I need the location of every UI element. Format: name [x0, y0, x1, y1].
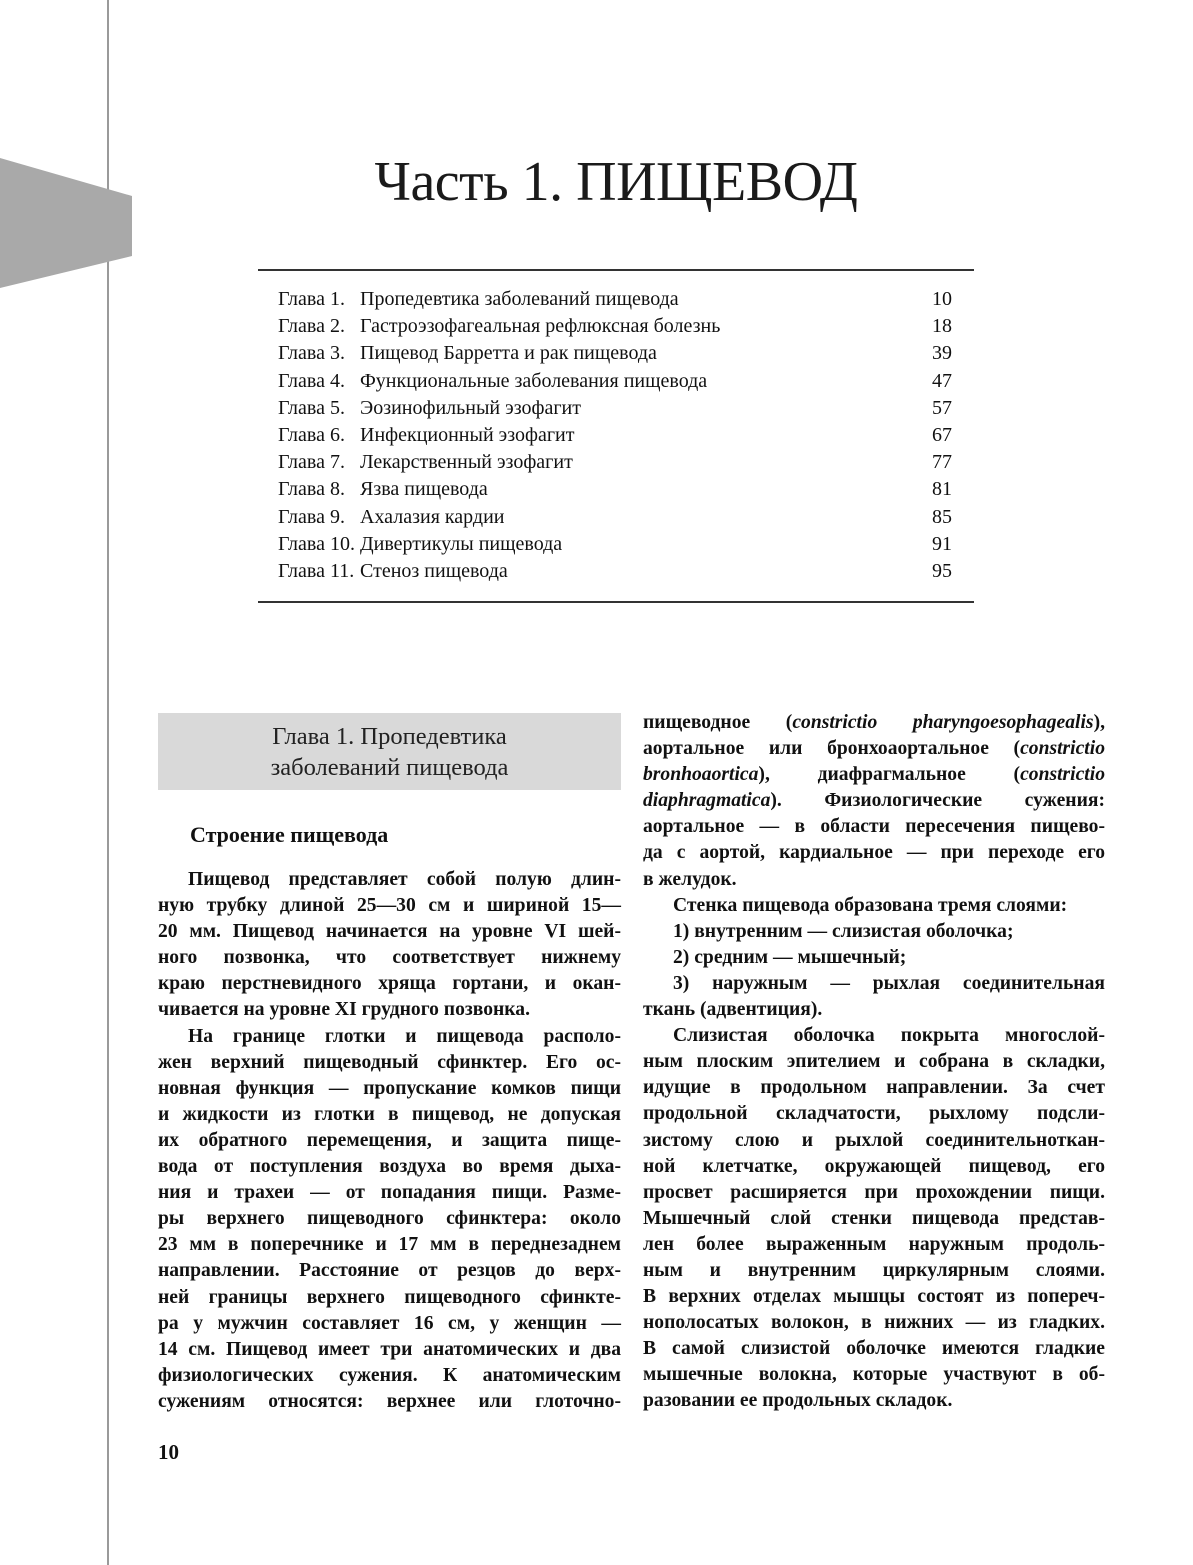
text-line: лен более выраженным наружным продоль-	[643, 1233, 1105, 1255]
text-line: ней границы верхнего пищеводного сфинкте-	[158, 1286, 621, 1308]
chapter-title-box	[158, 713, 621, 790]
text-line: В верхних отделах мышцы состоят из попереч-	[643, 1286, 1105, 1308]
left-text-column	[158, 867, 621, 1415]
text-line: diaphragmatica). Физиологические сужения:	[643, 790, 1105, 812]
text-line: bronhoaortica), диафрагмальное (constrictio	[643, 764, 1105, 786]
text-line: 14 см. Пищевод имеет три анатомических и два	[158, 1338, 621, 1360]
text-line: 20 мм. Пищевод начинается на уровне VI шей-	[158, 921, 621, 943]
text-line: краю перстневидного хряща гортани, и окан-	[158, 973, 621, 995]
text-line: продольной складчатости, рыхлому подсли-	[643, 1103, 1105, 1125]
text-line: 3) наружным — рыхлая соединительная	[673, 972, 1105, 994]
text-line: да с аортой, кардиальное — при переходе его	[643, 842, 1105, 864]
toc-chapter-title: Дивертикулы пищевода	[360, 532, 563, 555]
toc-chapter-label: Глава 2.	[278, 315, 345, 338]
text-line: физиологических сужения. К анатомическим	[158, 1364, 621, 1386]
section-heading: Строение пищевода	[190, 822, 389, 847]
toc-chapter-label: Глава 4.	[278, 369, 345, 392]
toc-chapter-title: Стеноз пищевода	[360, 559, 508, 582]
text-line: зистому слою и рыхлой соединительноткан-	[643, 1129, 1105, 1151]
text-line: ного позвонка, что соответствует нижнему	[158, 947, 621, 969]
text-line: Пищевод представляет собой полую длин-	[188, 869, 621, 890]
text-line: их обратного перемещения, и защита пище-	[158, 1129, 621, 1151]
toc-page-number: 18	[932, 315, 952, 338]
part-title: Часть 1. ПИЩЕВОД	[374, 151, 858, 213]
toc-chapter-title: Пропедевтика заболеваний пищевода	[360, 288, 679, 310]
toc-chapter-label: Глава 6.	[278, 423, 345, 446]
text-line: На границе глотки и пищевода располо-	[188, 1025, 621, 1047]
toc-page-number: 81	[932, 478, 952, 501]
toc-entry[interactable]	[278, 422, 952, 449]
text-line: и жидкости из глотки в пищевод, не допуская	[158, 1103, 621, 1125]
text-line: В самой слизистой оболочке имеются гладкие	[643, 1338, 1105, 1360]
toc-chapter-label: Глава 9.	[278, 505, 345, 528]
toc-entry[interactable]	[278, 313, 952, 340]
toc-page-number: 67	[932, 423, 952, 446]
text-line: чивается на уровне XI грудного позвонка.	[158, 999, 530, 1021]
toc-entry[interactable]	[278, 449, 952, 476]
text-line: Стенка пищевода образована тремя слоями:	[673, 894, 1068, 916]
toc-page-number: 39	[932, 342, 952, 365]
text-line: аортальное или бронхоаортальное (constrictio	[643, 738, 1105, 760]
text-line: ным плоским эпителием и собрана в складки,	[643, 1051, 1105, 1073]
toc-chapter-label: Глава 10.	[278, 532, 355, 555]
toc-chapter-title: Функциональные заболевания пищевода	[360, 369, 708, 392]
toc-chapter-title: Эозинофильный эзофагит	[360, 396, 581, 419]
text-line: новная функция — пропускание комков пищи	[158, 1077, 621, 1099]
toc-page-number: 85	[932, 505, 952, 528]
toc-entry[interactable]	[278, 368, 952, 395]
toc-page-number: 10	[932, 288, 952, 310]
text-line: Мышечный слой стенки пищевода представ-	[643, 1207, 1105, 1229]
section-tab-marker	[0, 158, 132, 288]
text-line: 23 мм в поперечнике и 17 мм в переднезаднем	[158, 1234, 621, 1256]
text-line: в желудок.	[643, 868, 737, 890]
toc-page-number: 95	[932, 559, 952, 582]
toc-page-number: 57	[932, 396, 952, 419]
toc-chapter-label: Глава 11.	[278, 559, 355, 582]
toc-page-number: 91	[932, 532, 952, 555]
toc-chapter-label: Глава 7.	[278, 451, 345, 474]
text-line: ным и внутренним циркулярным слоями.	[643, 1259, 1105, 1281]
toc-chapter-title: Лекарственный эзофагит	[360, 451, 573, 474]
toc-entry[interactable]	[278, 504, 952, 531]
text-line: пищеводное (constrictio pharyngoesophagealis),	[643, 712, 1105, 733]
table-of-contents	[278, 286, 952, 585]
text-line: мышечные волокна, которые участвуют в об-	[643, 1364, 1105, 1386]
toc-page-number: 77	[932, 451, 952, 474]
toc-entry[interactable]	[278, 340, 952, 367]
right-text-column	[643, 710, 1105, 1415]
toc-entry[interactable]	[278, 395, 952, 422]
text-line: разовании ее продольных складок.	[643, 1390, 953, 1412]
toc-entry[interactable]	[278, 558, 952, 585]
toc-chapter-title: Инфекционный эзофагит	[360, 423, 575, 446]
page-number: 10	[158, 1440, 179, 1464]
text-line: сужениям относятся: верхнее или глоточно-	[158, 1390, 621, 1412]
text-line: Слизистая оболочка покрыта многослой-	[673, 1025, 1105, 1047]
toc-chapter-title: Гастроэзофагеальная рефлюксная болезнь	[360, 315, 721, 338]
text-line: ткань (адвентиция).	[643, 999, 823, 1021]
toc-entry[interactable]	[278, 476, 952, 503]
text-line: просвет расширяется при прохождении пищи.	[643, 1181, 1105, 1203]
chapter-title-line: заболеваний пищевода	[270, 754, 509, 781]
text-line: ры верхнего пищеводного сфинктера: около	[158, 1208, 621, 1230]
toc-chapter-label: Глава 5.	[278, 396, 345, 419]
toc-chapter-label: Глава 8.	[278, 478, 345, 501]
text-line: направлении. Расстояние от резцов до верх-	[158, 1260, 621, 1282]
text-line: ную трубку длиной 25—30 см и шириной 15—	[158, 895, 621, 917]
text-line: ра у мужчин составляет 16 см, у женщин —	[158, 1312, 621, 1334]
text-line: идущие в продольном направлении. За счет	[643, 1077, 1105, 1099]
toc-chapter-label: Глава 3.	[278, 342, 345, 365]
text-line: нополосатых волокон, в нижних — из гладких.	[643, 1312, 1105, 1334]
toc-entry[interactable]	[278, 286, 952, 313]
text-line: ной клетчатке, окружающей пищевод, его	[643, 1155, 1105, 1177]
toc-chapter-title: Пищевод Барретта и рак пищевода	[360, 342, 657, 365]
text-line: 1) внутренним — слизистая оболочка;	[673, 920, 1014, 942]
toc-bottom-rule	[258, 601, 974, 603]
chapter-title-line: Глава 1. Пропедевтика	[272, 723, 507, 750]
toc-page-number: 47	[932, 369, 952, 392]
text-line: аортальное — в области пересечения пищево-	[643, 816, 1105, 838]
toc-chapter-label: Глава 1.	[278, 288, 345, 310]
text-line: 2) средним — мышечный;	[673, 946, 907, 968]
toc-entry[interactable]	[278, 531, 952, 558]
toc-chapter-title: Ахалазия кардии	[360, 505, 505, 528]
toc-chapter-title: Язва пищевода	[360, 478, 488, 501]
text-line: жен верхний пищеводный сфинктер. Его ос-	[158, 1051, 621, 1073]
text-line: ния и трахеи — от попадания пищи. Разме-	[158, 1182, 621, 1204]
text-line: вода от поступления воздуха во время дыха-	[158, 1156, 621, 1178]
toc-top-rule	[258, 269, 974, 271]
